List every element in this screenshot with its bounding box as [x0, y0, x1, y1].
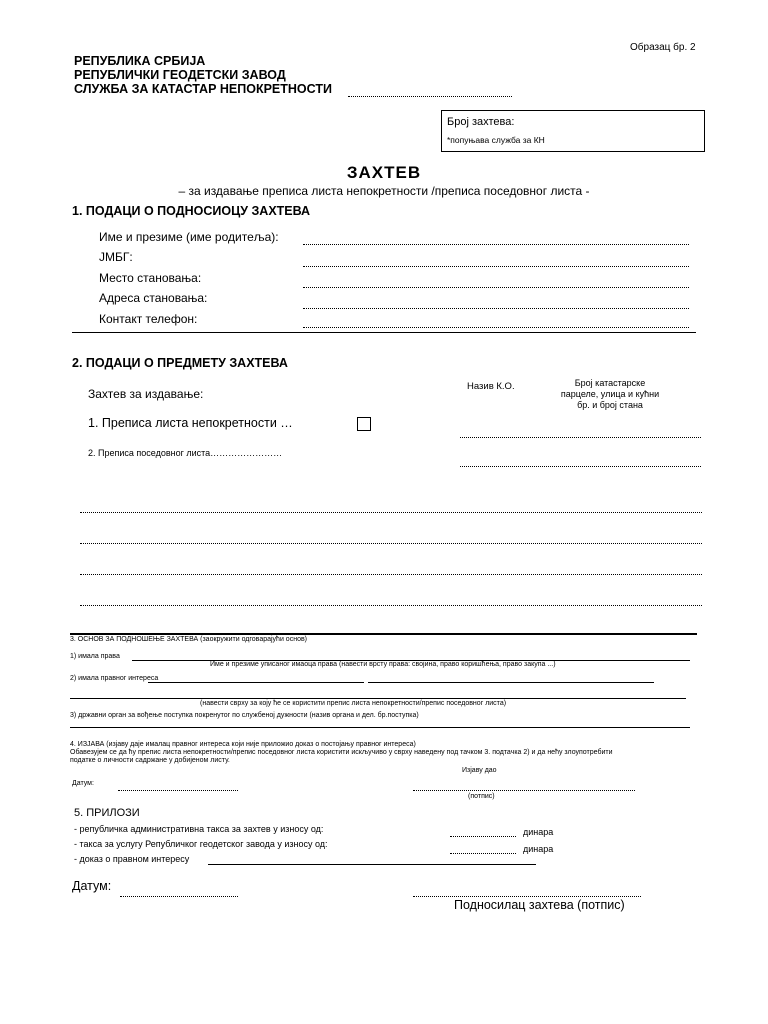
request-details-field-2[interactable] [460, 466, 701, 467]
statement-text-line1: Обавезујем се да ћу препис листа непокретности/препис поседовног листа користити искључиво у сврху наведену под тачком 3. подтачка 2) и да нећу злоупотребити [70, 749, 613, 756]
section2-line-2[interactable] [80, 543, 702, 544]
attachments-heading: 5. ПРИЛОЗИ [74, 807, 140, 819]
legal-interest-proof-field[interactable] [208, 864, 536, 865]
applicant-name-label: Име и презиме (име родитеља): [99, 230, 279, 244]
residence-address-label: Адреса становања: [99, 291, 208, 305]
footer-signature-field[interactable] [413, 896, 641, 897]
statement-heading: 4. ИЗЈАВА (изјаву даје ималац правног интереса који није приложио доказ о постојању правног интереса) [70, 741, 416, 748]
residence-place-label: Место становања: [99, 271, 202, 285]
section2-line-3[interactable] [80, 574, 702, 575]
request-for-label: Захтев за издавање: [88, 387, 204, 401]
residence-address-field[interactable] [303, 308, 689, 309]
admin-fee-field[interactable] [450, 836, 516, 837]
basis-purpose-note: (навести сврху за коју ће се користити препис листа непокретности/препис поседовног листа) [200, 700, 507, 707]
statement-date-field[interactable] [118, 790, 238, 791]
contact-phone-field[interactable] [303, 327, 689, 328]
admin-fee-currency: динара [523, 827, 554, 837]
service-fee-label: - такса за услугу Републичког геодетског завода у износу од: [74, 839, 328, 849]
jmbg-field[interactable] [303, 266, 689, 267]
option-property-list-label: 1. Преписа листа непокретности … [88, 416, 293, 430]
request-details-field-1[interactable] [460, 437, 701, 438]
service-fee-field[interactable] [450, 853, 516, 854]
statement-date-label: Датум: [72, 780, 94, 787]
statement-given-label: Изјаву дао [462, 767, 497, 774]
admin-fee-label: - републичка административна такса за захтев у износу од: [74, 824, 324, 834]
request-number-label: Број захтева: [447, 116, 515, 128]
basis-state-body-label: 3) државни орган за вођење поступка покренутог по службеној дужности (назив органа и дел. бр.поступка) [70, 712, 419, 719]
form-number: Образац бр. 2 [630, 42, 696, 53]
basis-purpose-field[interactable] [70, 698, 686, 699]
basis-legal-interest-field-1[interactable] [148, 682, 364, 683]
service-fee-currency: динара [523, 844, 554, 854]
request-number-box [441, 110, 705, 152]
section2-heading: 2. ПОДАЦИ О ПРЕДМЕТУ ЗАХТЕВА [72, 356, 288, 370]
section3-heading: 3. ОСНОВ ЗА ПОДНОШЕЊЕ ЗАХТЕВА (заокружити одговарајући основ) [70, 636, 308, 643]
basis-legal-interest-field-2[interactable] [368, 682, 654, 683]
section3-divider [70, 633, 697, 635]
basis-state-body-field[interactable] [70, 727, 690, 728]
cadastral-municipality-header: Назив К.О. [467, 381, 515, 392]
applicant-name-field[interactable] [303, 244, 689, 245]
footer-date-field[interactable] [120, 896, 238, 897]
option-property-list-checkbox[interactable] [357, 417, 371, 431]
parcel-header-line1: Број катастарске [574, 378, 646, 388]
request-number-note: *попуњава служба за КН [447, 135, 545, 145]
header-service: СЛУЖБА ЗА КАТАСТАР НЕПОКРЕТНОСТИ [74, 82, 332, 96]
page-title: ЗАХТЕВ [346, 163, 422, 182]
header-republic: РЕПУБЛИКА СРБИЈА [74, 54, 206, 68]
section1-divider [72, 332, 696, 333]
statement-text-line2: податке о личности садржане у добијеном листу. [70, 757, 230, 764]
parcel-header-line3: бр. и број стана [577, 400, 643, 410]
footer-date-label: Датум: [72, 879, 112, 893]
section1-heading: 1. ПОДАЦИ О ПОДНОСИОЦУ ЗАХТЕВА [72, 204, 311, 218]
section2-line-1[interactable] [80, 512, 702, 513]
contact-phone-label: Контакт телефон: [99, 312, 198, 326]
footer-signature-label: Подносилац захтева (потпис) [454, 898, 625, 912]
basis-right-holder-note: Име и презиме уписаног имаоца права (навести врсту права: својина, право коришћења, право закупа ...) [210, 661, 556, 668]
legal-interest-proof-label: - доказ о правном интересу [74, 854, 190, 864]
parcel-header-line2: парцеле, улица и кућни [560, 389, 660, 399]
statement-signature-field[interactable] [413, 790, 635, 791]
jmbg-label: ЈМБГ: [99, 250, 133, 264]
option-possession-list-label: 2. Преписа поседовног листа…………………… [88, 448, 283, 458]
basis-legal-interest-label: 2) имала правног интереса [70, 675, 159, 682]
residence-place-field[interactable] [303, 287, 689, 288]
page-subtitle: – за издавање преписа листа непокретности /преписа поседовног листа - [178, 184, 590, 198]
basis-right-holder-label: 1) имала прaвa [70, 653, 120, 660]
header-institute: РЕПУБЛИЧКИ ГЕОДЕТСКИ ЗАВОД [74, 68, 286, 82]
statement-signature-label: (потпис) [468, 793, 495, 800]
section2-line-4[interactable] [80, 605, 702, 606]
service-location-field[interactable] [348, 96, 512, 97]
